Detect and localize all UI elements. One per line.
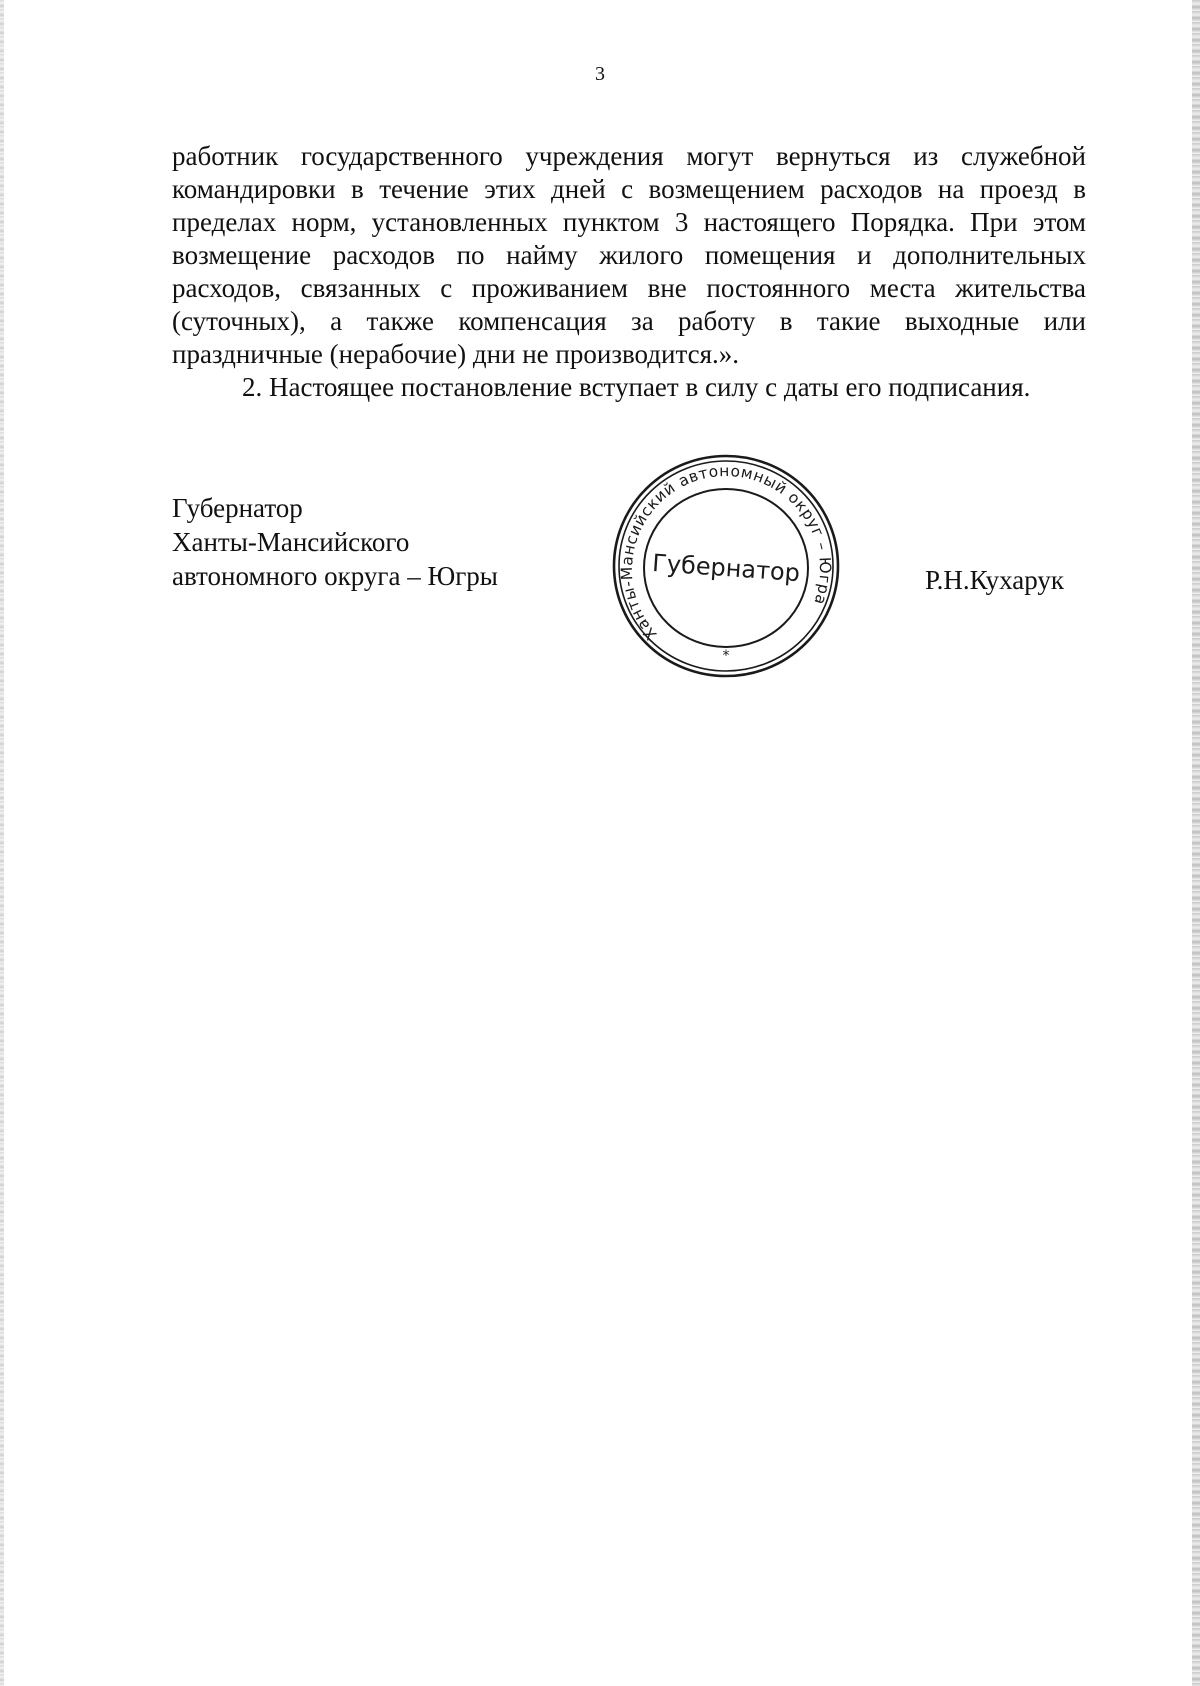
- signatory-position-line: автономного округа – Югры: [172, 561, 498, 591]
- body-line: (суточных), а также компенсация за работу в такие выходные или: [172, 306, 1086, 336]
- page-number: 3: [595, 63, 605, 85]
- body-text: [172, 140, 1086, 404]
- body-line: возмещение расходов по найму жилого помещения и дополнительных: [172, 240, 1086, 270]
- body-line: работник государственного учреждения могут вернуться из служебной: [172, 141, 1086, 171]
- body-line: пределах норм, установленных пунктом 3 настоящего Порядка. При этом: [172, 207, 1086, 237]
- stamp-star: *: [722, 648, 730, 664]
- signatory-name: Р.Н.Кухарук: [925, 565, 1065, 595]
- scan-edge-left: [0, 0, 4, 1686]
- paragraph-2: 2. Настоящее постановление вступает в силу с даты его подписания.: [242, 372, 1031, 402]
- signatory-position: [172, 491, 498, 593]
- stamp-graphic: [608, 452, 844, 680]
- signatory-position-line: Ханты-Мансийского: [172, 527, 410, 557]
- body-line: командировки в течение этих дней с возмещением расходов на проезд в: [172, 174, 1086, 204]
- body-line: праздничные (нерабочие) дни не производится.».: [172, 339, 739, 369]
- scan-edge-right: [1192, 0, 1200, 1686]
- stamp-center-text: Губернатор: [651, 548, 801, 588]
- official-stamp: [608, 452, 844, 680]
- signatory-position-line: Губернатор: [172, 493, 303, 523]
- body-line: расходов, связанных с проживанием вне постоянного места жительства: [172, 273, 1086, 303]
- stamp-outer-text: Ханты-Мансийский автономный округ – Югра: [617, 461, 835, 644]
